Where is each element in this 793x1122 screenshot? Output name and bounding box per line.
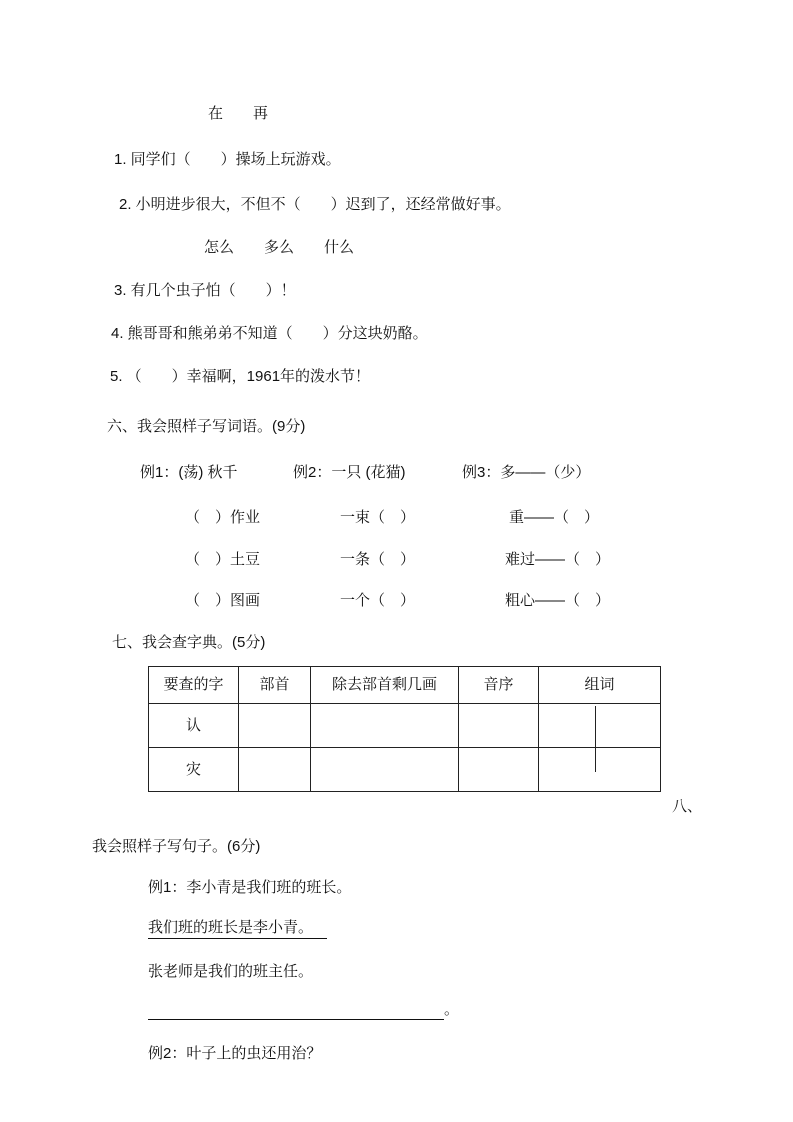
- blank-end-punctuation: 。: [444, 1001, 460, 1018]
- table-cell-answer: [239, 704, 311, 748]
- word-bank-1: 在 再: [208, 105, 269, 122]
- table-stray-mark: [595, 706, 596, 772]
- table-row: [149, 704, 661, 748]
- section6-example-1: 例1：(荡) 秋千: [140, 464, 238, 481]
- answer-blank-line: [148, 1003, 444, 1020]
- question-4: 4. 熊哥哥和熊弟弟不知道（ ）分这块奶酪。: [111, 325, 428, 342]
- section8-number: 八、: [672, 798, 703, 815]
- section8-sentence-1: 张老师是我们的班主任。: [148, 963, 314, 980]
- section8-example-2: 例2：叶子上的虫还用治？: [148, 1045, 322, 1062]
- section6-item: 一个（ ）: [340, 592, 416, 609]
- section7-title: 七、我会查字典。(5分): [112, 634, 266, 651]
- question-2: 2. 小明进步很大，不但不（ ）迟到了，还经常做好事。: [119, 196, 511, 213]
- question-5: 5. （ ）幸福啊，1961年的泼水节！: [110, 368, 371, 385]
- dictionary-table: [148, 666, 661, 792]
- section6-example-2: 例2：一只 (花猫): [293, 464, 406, 481]
- section6-item: 一条（ ）: [340, 551, 416, 568]
- table-header-cell: 部首: [239, 667, 311, 704]
- section6-item: （ ）土豆: [185, 551, 261, 568]
- table-cell-answer: [311, 748, 459, 792]
- section8-answer-blank: [148, 1000, 459, 1020]
- section6-title: 六、我会照样子写词语。(9分): [107, 418, 306, 435]
- table-cell-character: 灾: [149, 748, 239, 792]
- section6-item: 粗心——（ ）: [505, 592, 611, 609]
- section6-example-3: 例3：多——（少）: [462, 464, 591, 481]
- word-bank-2: 怎么 多么 什么: [204, 239, 355, 256]
- table-header-row: [149, 667, 661, 704]
- section8-title: 我会照样子写句子。(6分): [92, 838, 261, 855]
- section6-item: 难过——（ ）: [505, 551, 611, 568]
- table-header-cell: 组词: [539, 667, 661, 704]
- table-header-cell: 音序: [459, 667, 539, 704]
- question-3: 3. 有几个虫子怕（ ）！: [114, 282, 296, 299]
- table-header-cell: 要查的字: [149, 667, 239, 704]
- table-cell-answer: [459, 704, 539, 748]
- underlined-answer: 我们班的班长是李小青。: [148, 919, 327, 939]
- table-cell-answer: [539, 704, 661, 748]
- section6-item: （ ）作业: [185, 509, 261, 526]
- table-cell-character: 认: [149, 704, 239, 748]
- dictionary-table-wrap: [148, 666, 661, 792]
- question-1: 1. 同学们（ ）操场上玩游戏。: [114, 151, 341, 168]
- section8-example-1-answer: [148, 918, 327, 938]
- table-header-cell: 除去部首剩几画: [311, 667, 459, 704]
- table-row: [149, 748, 661, 792]
- table-cell-answer: [459, 748, 539, 792]
- table-cell-answer: [239, 748, 311, 792]
- table-cell-answer: [311, 704, 459, 748]
- section6-item: 一束（ ）: [340, 509, 416, 526]
- table-cell-answer: [539, 748, 661, 792]
- section6-item: 重——（ ）: [509, 509, 600, 526]
- section6-item: （ ）图画: [185, 592, 261, 609]
- section8-example-1: 例1：李小青是我们班的班长。: [148, 879, 352, 896]
